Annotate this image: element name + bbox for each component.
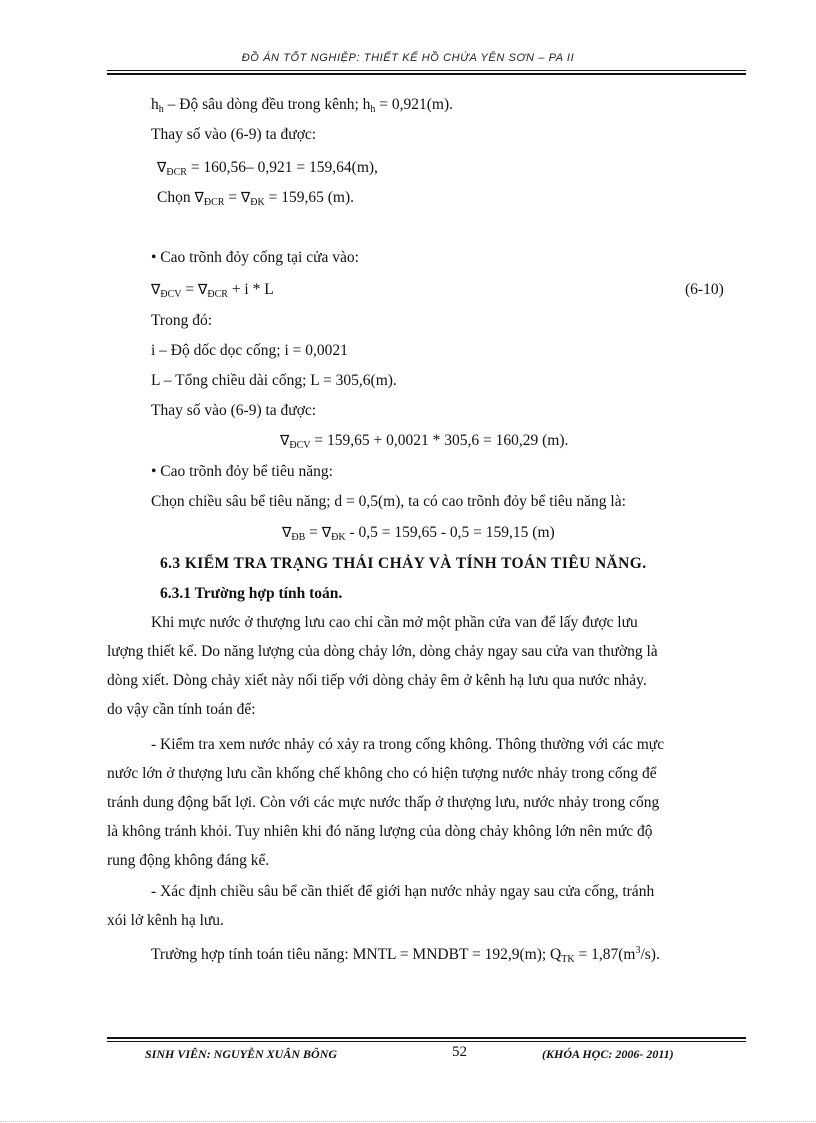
paragraph-3-line-2: xói lở kênh hạ lưu. bbox=[107, 912, 224, 929]
nabla-symbol: ∇ bbox=[151, 282, 161, 298]
text-segment: = 159,65 (m). bbox=[264, 189, 354, 206]
subscript: ĐB bbox=[291, 532, 306, 543]
subscript: ĐCV bbox=[289, 440, 311, 451]
paragraph-1-line-1: Khi mực nước ở thượng lưu cao chỉ cần mở một phần cửa van để lấy được lưu bbox=[151, 614, 638, 631]
subscript: ĐCV bbox=[160, 289, 182, 300]
body-line-8: i – Độ dốc dọc cống; i = 0,0021 bbox=[151, 342, 348, 359]
subscript: h bbox=[370, 104, 376, 115]
nabla-symbol: ∇ bbox=[198, 282, 208, 298]
body-line-9: L – Tổng chiều dài cống; L = 305,6(m). bbox=[151, 372, 397, 389]
body-line-1 bbox=[151, 95, 453, 120]
nabla-symbol: ∇ bbox=[282, 525, 292, 541]
nabla-symbol: ∇ bbox=[194, 190, 204, 206]
paragraph-2-line-2: nước lớn ở thượng lưu cần khống chế không cho có hiện tượng nước nhảy trong cống để bbox=[107, 765, 657, 782]
paragraph-1-line-3: dòng xiết. Dòng chảy xiết này nối tiếp với dòng chảy êm ở kênh hạ lưu qua nước nhảy. bbox=[107, 672, 647, 689]
body-line-3 bbox=[157, 158, 378, 183]
page-bottom-divider bbox=[0, 1121, 816, 1122]
text-segment: h bbox=[151, 96, 159, 113]
subscript: h bbox=[158, 104, 164, 115]
subscript: ĐK bbox=[250, 197, 265, 208]
text-segment: + i * L bbox=[227, 281, 274, 298]
nabla-symbol: ∇ bbox=[240, 190, 251, 206]
paragraph-2-line-3: tránh dung động bất lợi. Còn với các mực nước thấp ở thượng lưu, nước nhảy trong cống bbox=[107, 794, 660, 811]
subscript: ĐK bbox=[331, 532, 346, 543]
body-line-5: • Cao trõnh đỏy cống tại cửa vào: bbox=[151, 249, 359, 266]
text-segment: Trường hợp tính toán tiêu năng: MNTL = MNDBT = 192,9(m); Q bbox=[151, 946, 562, 963]
page-header-title: ĐỒ ÁN TỐT NGHIỆP: THIẾT KẾ HỒ CHỨA YÊN SƠN – PA II bbox=[241, 52, 575, 64]
superscript: 3 bbox=[635, 945, 641, 956]
section-heading: 6.3 KIỂM TRA TRẠNG THÁI CHẢY VÀ TÍNH TOÁN TIÊU NĂNG. bbox=[160, 555, 647, 572]
text-segment: = 159,65 + 0,0021 * 305,6 = 160,29 (m). bbox=[310, 432, 569, 449]
text-segment: /s). bbox=[640, 946, 660, 963]
body-line-13: Chọn chiều sâu bể tiêu năng; d = 0,5(m), ta có cao trõnh đỏy bể tiêu năng là: bbox=[151, 493, 626, 510]
paragraph-2-line-4: là không tránh khỏi. Tuy nhiên khi đó năng lượng của dòng chảy không lớn nên mức độ bbox=[107, 823, 653, 840]
footer-course: (KHÓA HỌC: 2006- 2011) bbox=[542, 1047, 674, 1061]
text-segment: = 0,921(m). bbox=[375, 96, 454, 113]
page-number: 52 bbox=[452, 1044, 467, 1060]
nabla-symbol: ∇ bbox=[321, 525, 332, 541]
text-segment: = bbox=[181, 281, 198, 298]
text-segment: = bbox=[305, 524, 322, 541]
paragraph-3-line-1: - Xác định chiều sâu bể cần thiết để giới hạn nước nhảy ngay sau cửa cống, tránh bbox=[151, 883, 655, 900]
footer-student: SINH VIÊN: NGUYỄN XUÂN BÔNG bbox=[145, 1047, 338, 1061]
subscript: ĐCR bbox=[166, 167, 187, 178]
paragraph-1-line-2: lượng thiết kế. Do năng lượng của dòng chảy lớn, dòng chảy ngay sau cửa van thường là bbox=[107, 643, 658, 660]
body-line-last bbox=[151, 941, 660, 970]
header-rule-thin bbox=[107, 70, 746, 71]
text-segment: = 160,56– 0,921 = 159,64(m), bbox=[186, 159, 378, 176]
paragraph-1-line-4: do vậy cần tính toán để: bbox=[107, 701, 256, 718]
paragraph-2-line-5: rung động không đáng kể. bbox=[107, 852, 270, 869]
body-line-2: Thay số vào (6-9) ta được: bbox=[151, 126, 317, 143]
body-line-7: Trong đó: bbox=[151, 312, 213, 329]
footer-rule-thin bbox=[107, 1041, 746, 1042]
text-segment: Chọn bbox=[157, 189, 195, 206]
nabla-symbol: ∇ bbox=[157, 160, 167, 176]
subscript: TK bbox=[561, 954, 575, 965]
text-segment: = 1,87(m bbox=[574, 946, 636, 963]
text-segment: - 0,5 = 159,65 - 0,5 = 159,15 (m) bbox=[345, 524, 555, 541]
footer-rule-thick bbox=[107, 1037, 746, 1039]
body-line-6 bbox=[151, 280, 274, 305]
body-line-10: Thay số vào (6-9) ta được: bbox=[151, 402, 317, 419]
subscript: ĐCR bbox=[203, 197, 225, 208]
body-line-4 bbox=[157, 188, 354, 213]
equation-number: (6-10) bbox=[685, 281, 724, 298]
text-segment: = bbox=[224, 189, 241, 206]
nabla-symbol: ∇ bbox=[280, 433, 290, 449]
header-rule-thick bbox=[107, 73, 746, 75]
text-segment: – Độ sâu dòng đều trong kênh; h bbox=[163, 96, 371, 113]
subscript: ĐCR bbox=[207, 289, 228, 300]
body-line-11 bbox=[280, 431, 568, 456]
paragraph-2-line-1: - Kiểm tra xem nước nhảy có xảy ra trong cống không. Thông thường với các mực bbox=[151, 736, 665, 753]
body-line-14 bbox=[282, 523, 555, 548]
subsection-heading: 6.3.1 Trường hợp tính toán. bbox=[160, 585, 343, 602]
body-line-12: • Cao trõnh đỏy bể tiêu năng: bbox=[151, 463, 333, 480]
